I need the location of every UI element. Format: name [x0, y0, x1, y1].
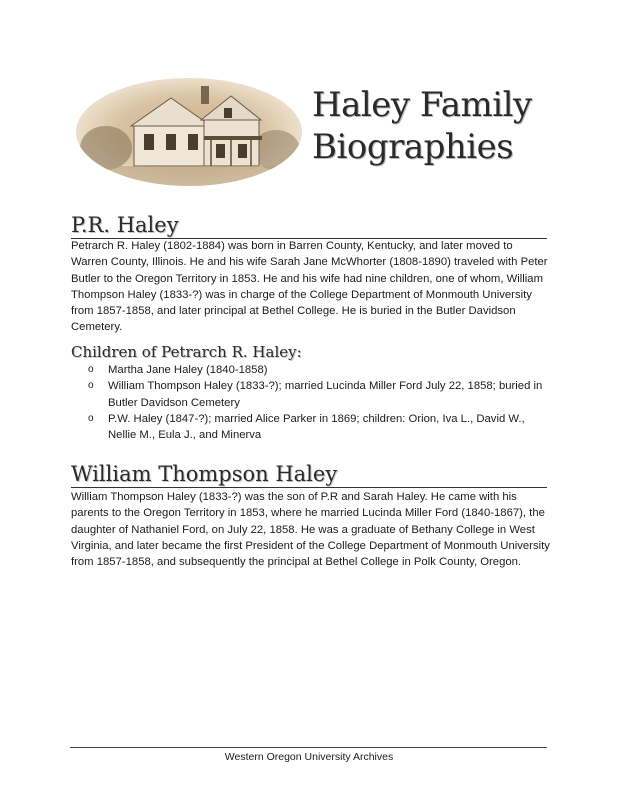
house-photo — [76, 78, 302, 186]
footer-divider — [70, 747, 547, 748]
bullet-icon: o — [88, 380, 94, 392]
section-heading-pr-haley: P.R. Haley — [71, 212, 547, 239]
title-line-2: Biographies — [312, 127, 514, 167]
list-item — [88, 378, 548, 411]
page-title — [312, 84, 572, 168]
list-item — [88, 411, 548, 444]
children-list — [88, 362, 548, 443]
footer-text: Western Oregon University Archives — [224, 751, 394, 763]
bullet-icon: o — [88, 412, 94, 424]
child-text: Martha Jane Haley (1840-1858) — [108, 364, 268, 376]
bullet-icon: o — [88, 364, 94, 375]
children-heading: Children of Petrarch R. Haley: — [71, 343, 302, 361]
list-item — [88, 362, 548, 378]
section-body-pr-haley: Petrarch R. Haley (1802-1884) was born in Barren County, Kentucky, and later moved to Warren County, Illinois. He and his wife Sarah Jane McWhorter (1808-1890) traveled with Peter Butler to the Oregon Territory in 1853. He and his wife had nine children, one of whom, William Thompson Haley (1833-?) was in charge of the College Department of Monmouth University from 1857-1858, and later principal at Bethel College. He is buried in the Butler Davidson Cemetery. — [71, 240, 548, 334]
child-text: William Thompson Haley (1833-?); married Lucinda Miller Ford July 22, 1858; buried in Butler Davidson Cemetery — [108, 380, 543, 409]
title-line-1: Haley Family — [312, 85, 532, 125]
child-text: P.W. Haley (1847-?); married Alice Parker in 1869; children: Orion, Iva L., David W., Nellie M., Eula J., and Minerva — [108, 412, 525, 442]
section-body-william-haley: William Thompson Haley (1833-?) was the son of P.R and Sarah Haley. He came with his parents to the Oregon Territory in 1853, where he married Lucinda Miller Ford (1840-1867), the daughter of Nathaniel Ford, on July 22, 1858. He was a graduate of Bethany College in West Virginia, and later became the first President of the College Department of Monmouth University from 1857-1858, and subsequently the principal at Bethel College in Polk County, Oregon. — [71, 491, 550, 569]
house-illustration — [76, 78, 302, 186]
section-heading-william-haley: William Thompson Haley — [71, 461, 547, 488]
